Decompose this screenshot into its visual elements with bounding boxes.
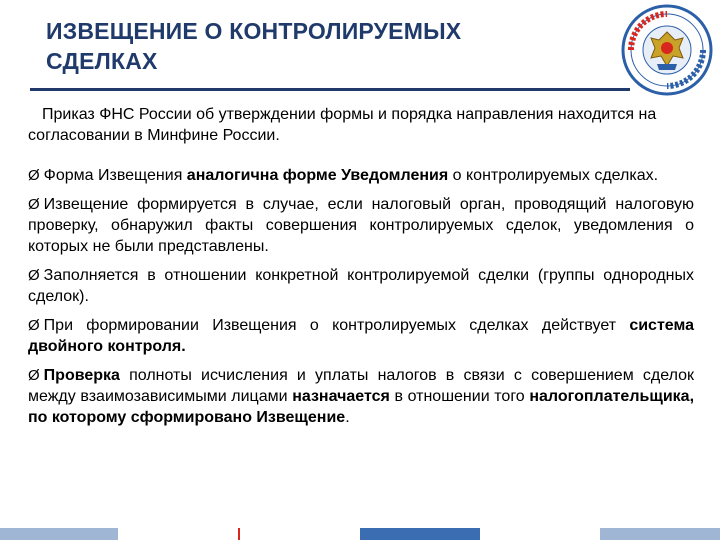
bullet-text: система двойного контроля. [28,317,694,355]
bullet-text: Извещение формируется в случае, если налоговый орган, проводящий налоговую проверку, обнаружил факты совершения контролируемых сделок, уведомления о которых не были представлены. [28,196,694,255]
bullet-arrow-icon: Ø [28,196,40,213]
bullet-item [28,165,694,186]
bullet-item [28,194,694,257]
footer-segment [118,528,238,540]
bullet-item [28,365,694,428]
bullet-arrow-icon: Ø [28,317,40,334]
bullet-text: Проверка [43,367,120,384]
bullet-arrow-icon: Ø [28,167,40,184]
bullet-item [28,265,694,307]
title-line-2: СДЕЛКАХ [46,48,158,74]
footer-segment [360,528,480,540]
bullet-list [28,165,694,436]
title-underline [30,88,630,91]
footer-segment [480,528,600,540]
bullet-text: . [345,409,350,426]
bullet-text: назначается [292,388,390,405]
intro-paragraph: Приказ ФНС России об утверждении формы и порядка направления находится на согласовании в Минфине России. [28,106,657,144]
bullet-text: о контролируемых сделках. [448,167,659,184]
title-line-1: ИЗВЕЩЕНИЕ О КОНТРОЛИРУЕМЫХ [46,18,462,44]
bullet-text: аналогична форме Уведомления [186,167,449,184]
fns-emblem-icon [621,4,713,96]
bullet-item [28,315,694,357]
bullet-text: При формировании Извещения о контролируемых сделках действует [43,317,630,334]
bullet-text: налогоплательщика, по которому сформировано Извещение [28,388,695,426]
footer-color-bar [0,528,720,540]
bullet-text: Заполняется в отношении конкретной контролируемой сделки (группы однородных сделок). [28,267,694,305]
page-title [46,16,606,76]
footer-segment [600,528,720,540]
bullet-text: полноты исчисления и уплаты налогов в связи с совершением сделок между взаимозависимыми лицами [28,367,694,405]
bullet-text: Форма Извещения [43,167,187,184]
footer-segment [240,528,360,540]
bullet-arrow-icon: Ø [28,367,40,384]
footer-segment [0,528,118,540]
bullet-text: в отношении того [389,388,530,405]
bullet-arrow-icon: Ø [28,267,40,284]
